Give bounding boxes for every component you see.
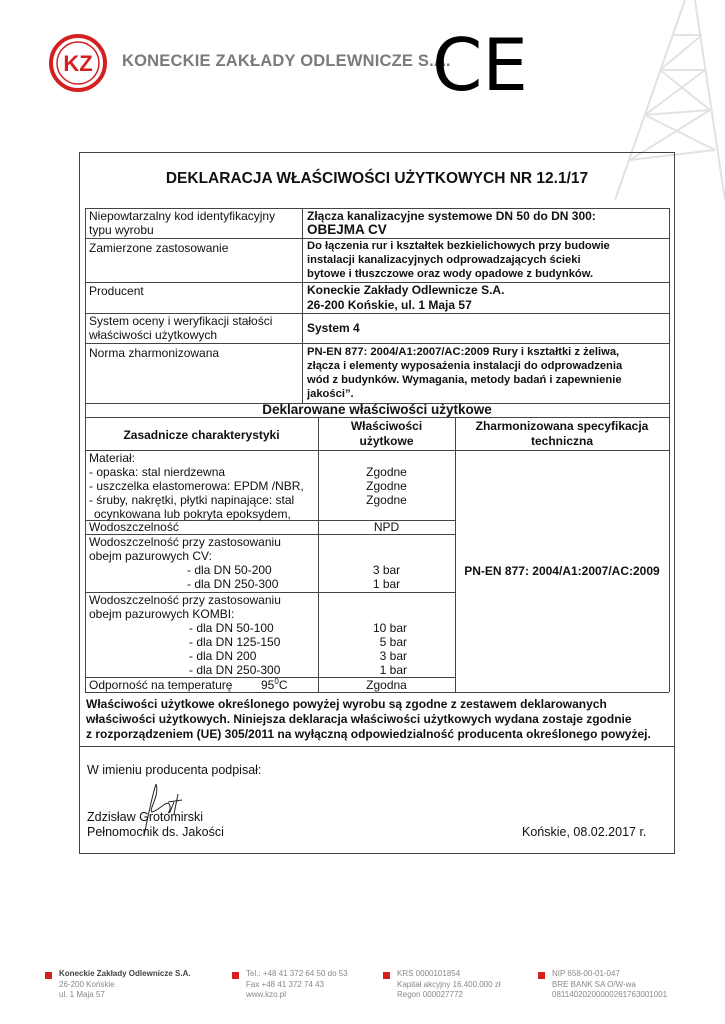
norm-value-line-2: złącza i elementy wyposażenia instalacji do odprowadzenia (307, 360, 623, 372)
watertightness-label: Wodoszczelność (89, 520, 179, 534)
material-value-2: Zgodne (366, 479, 407, 493)
temperature-threshold: $95^0C$ (261, 677, 288, 692)
cv-range-2: - dla DN 250-300 (187, 577, 279, 591)
temperature-label: Odporność na temperaturę (89, 678, 233, 692)
footer-contact: Tel.: +48 41 372 64 50 do 53 Fax +48 41 372 74 43 www.kzo.pl (246, 969, 348, 999)
place-and-date: Końskie, 08.02.2017 r. (522, 825, 647, 839)
footer-bullet-4 (538, 972, 545, 979)
document-title: DEKLARACJA WŁAŚCIWOŚCI UŻYTKOWYCH NR 12.1/17 (165, 170, 589, 187)
norm-value-line-3: wód z budynków. Wymagania, metody badań i zapewnienie (307, 374, 622, 386)
declared-section-title: Deklarowane właściwości użytkowe (262, 402, 492, 417)
kombi-range-1: - dla DN 50-100 (189, 621, 274, 635)
footer-bullet-1 (45, 972, 52, 979)
col-header-properties-line-1: Właściwości (350, 419, 423, 433)
col-header-properties-line-2: użytkowe (359, 434, 414, 448)
norm-value-line-4: jakości”. (307, 388, 354, 400)
signatory-name: Zdzisław Grotomirski (87, 810, 203, 824)
signed-for-label: W imieniu producenta podpisał: (87, 763, 262, 777)
material-item-1: - opaska: stal nierdzewna (89, 465, 226, 479)
kombi-value-1: 10 bar (372, 621, 407, 635)
kombi-range-2: - dla DN 125-150 (189, 635, 281, 649)
material-item-3-cont: ocynkowana lub pokryta epoksydem, (94, 507, 291, 521)
use-label: Zamierzone zastosowanie (89, 241, 229, 255)
watertightness-value: NPD (373, 520, 400, 534)
kombi-value-2: 5 bar (379, 635, 407, 649)
material-label: Materiał: (89, 451, 136, 465)
kombi-value-4: 1 bar (379, 663, 407, 677)
code-label-line-2: typu wyrobu (89, 223, 154, 237)
system-value: System 4 (307, 321, 360, 335)
use-value-line-2: instalacji kanalizacyjnych odprowadzających ścieki (307, 254, 581, 266)
kombi-range-3: - dla DN 200 (189, 649, 257, 663)
cv-label-line-1: Wodoszczelność przy zastosowaniu (89, 535, 281, 549)
material-value-1: Zgodne (366, 465, 407, 479)
norm-value-line-1: PN-EN 877: 2004/A1:2007/AC:2009 Rury i kształtki z żeliwa, (307, 346, 620, 358)
producer-label: Producent (89, 284, 144, 298)
kz-logo (48, 33, 108, 93)
system-label-line-2: właściwości użytkowych (89, 328, 218, 342)
statement-line-1: Właściwości użytkowe określonego powyżej wyrobu są zgodne z zestawem deklarowanych (86, 697, 607, 711)
code-label-line-1: Niepowtarzalny kod identyfikacyjny (89, 209, 276, 223)
footer-company: Koneckie Zakłady Odlewnicze S.A. 26-200 Końskie ul. 1 Maja 57 (59, 969, 191, 999)
cv-label-line-2: obejm pazurowych CV: (89, 549, 212, 563)
footer-registry: KRS 0000101854 Kapitał akcyjny 16.400.000 zł Regon 000027772 (397, 969, 501, 999)
statement-line-2: właściwości użytkowych. Niniejsza deklaracja właściwości użytkowych wydana zostaje zgodnie (86, 712, 632, 726)
norm-label: Norma zharmonizowana (89, 346, 220, 360)
kombi-value-3: 3 bar (379, 649, 407, 663)
material-item-3: - śruby, nakrętki, płytki napinające: stal (89, 493, 295, 507)
material-item-2: - uszczelka elastomerowa: EPDM /NBR, (89, 479, 304, 493)
footer-bullet-3 (383, 972, 390, 979)
kombi-range-4: - dla DN 250-300 (189, 663, 281, 677)
cv-range-1: - dla DN 50-200 (187, 563, 272, 577)
footer-bullet-2 (232, 972, 239, 979)
statement-line-3: z rozporządzeniem (UE) 305/2011 na wyłączną odpowiedzialność producenta określonego powyżej. (86, 727, 651, 741)
ce-mark (432, 28, 528, 96)
footer-bank: NIP 658-00-01-047 BRE BANK SA O/W-wa 08114020200000261763001001 (552, 969, 668, 999)
ce-mark-letters: CE (432, 28, 528, 96)
cv-value-1: 3 bar (372, 563, 401, 577)
cv-value-2: 1 bar (372, 577, 401, 591)
material-value-3: Zgodne (366, 493, 407, 507)
kombi-label-line-1: Wodoszczelność przy zastosowaniu (89, 593, 281, 607)
code-value-line-2: OBEJMA CV (307, 222, 387, 237)
col-header-spec-line-1: Zharmonizowana specyfikacja (475, 419, 649, 433)
col-header-spec-line-2: techniczna (530, 434, 593, 448)
signatory-position: Pełnomocnik ds. Jakości (87, 825, 224, 839)
system-label-line-1: System oceny i weryfikacji stałości (89, 314, 273, 328)
temperature-result: Zgodna (366, 678, 407, 692)
producer-value-line-1: Koneckie Zakłady Odlewnicze S.A. (307, 283, 505, 297)
harmonized-spec-value: PN-EN 877: 2004/A1:2007/AC:2009 (464, 564, 660, 578)
producer-value-line-2: 26-200 Końskie, ul. 1 Maja 57 (307, 298, 472, 312)
use-value-line-3: bytowe i tłuszczowe oraz wody opadowe z budynków. (307, 268, 594, 280)
col-header-characteristics: Zasadnicze charakterystyki (123, 428, 280, 442)
company-name-header: KONECKIE ZAKŁADY ODLEWNICZE S.A. (122, 52, 451, 70)
code-value-line-1: Złącza kanalizacyjne systemowe DN 50 do DN 300: (307, 209, 596, 223)
kombi-label-line-2: obejm pazurowych KOMBI: (89, 607, 235, 621)
logo-letters: KZ (63, 51, 93, 76)
use-value-line-1: Do łączenia rur i kształtek bezkielichowych przy budowie (307, 240, 610, 252)
